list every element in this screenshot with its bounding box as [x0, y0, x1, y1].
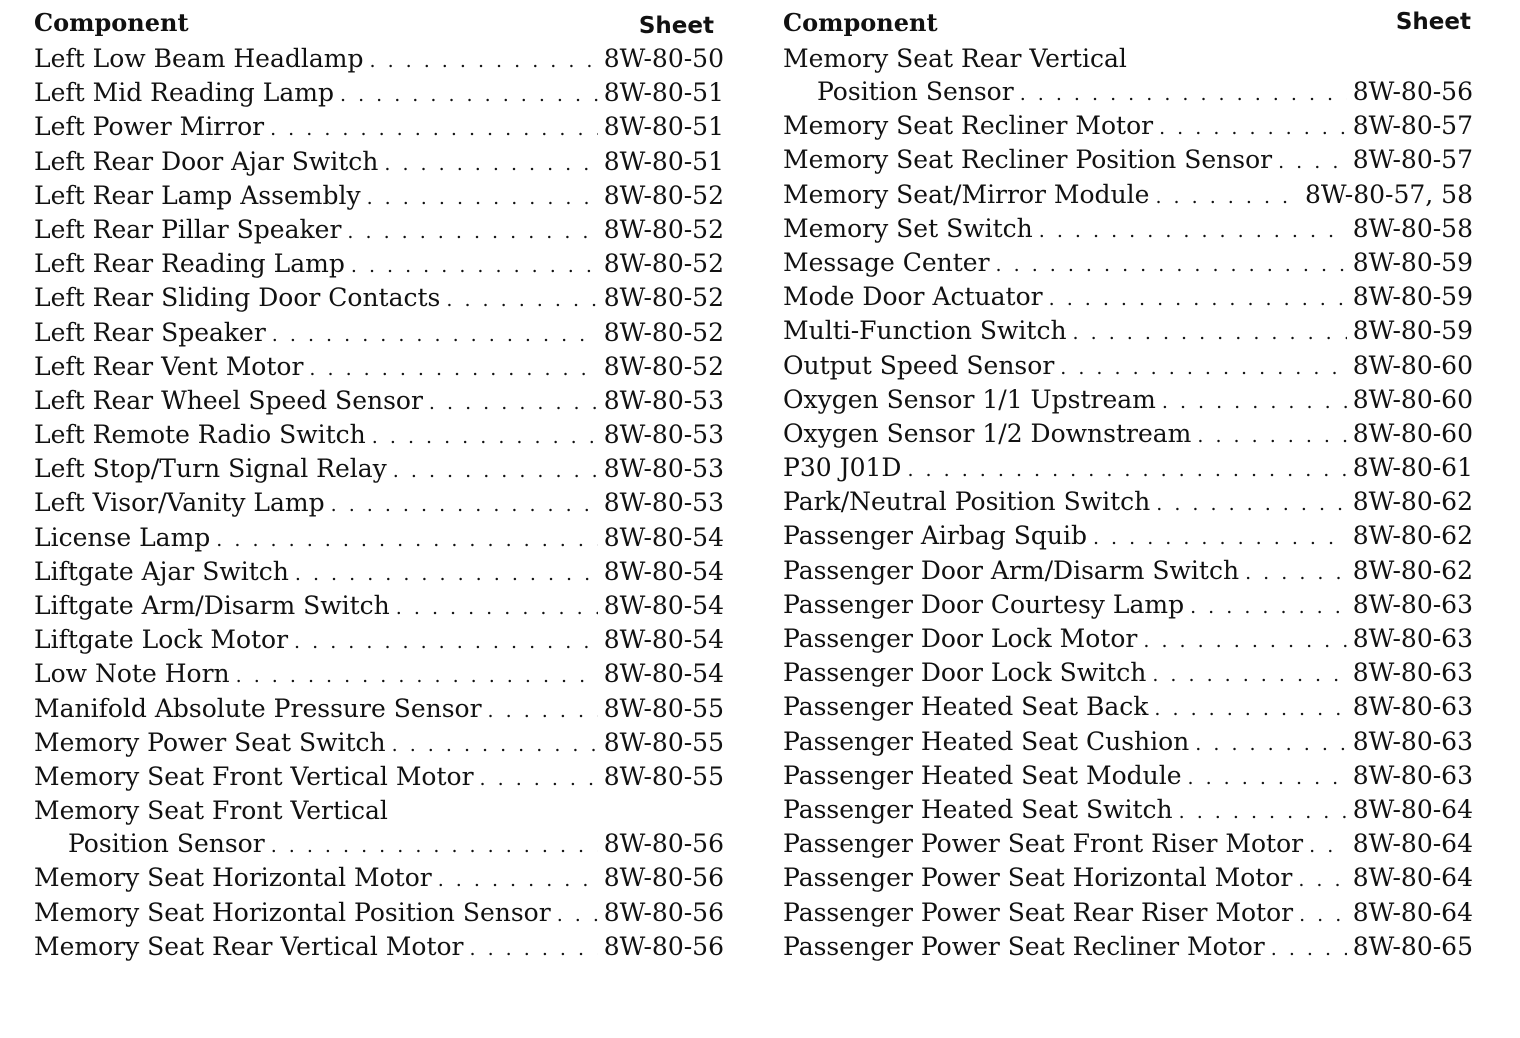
entry-sheet: 8W-80-64 — [1352, 897, 1473, 927]
entry-name: P30 J01D — [783, 453, 902, 483]
index-entry-continuation — [783, 75, 1473, 109]
dot-leader — [1162, 385, 1347, 417]
dot-leader — [480, 762, 598, 794]
dot-leader — [331, 488, 598, 520]
sheet-heading: Sheet — [1395, 9, 1471, 35]
index-entry — [783, 690, 1473, 724]
dot-leader — [372, 420, 598, 452]
entry-sheet: 8W-80-52 — [603, 214, 724, 244]
entry-name: Memory Seat Rear Vertical — [783, 44, 1127, 73]
index-entry — [34, 384, 724, 418]
index-entry — [34, 589, 724, 623]
index-entry — [783, 622, 1473, 656]
index-entry — [34, 896, 724, 930]
entry-name: Passenger Door Courtesy Lamp — [783, 589, 1185, 619]
entry-name: Passenger Door Lock Switch — [783, 658, 1147, 688]
right-index-column — [783, 6, 1473, 964]
sheet-heading: Sheet — [638, 13, 714, 39]
dot-leader — [557, 898, 598, 930]
entry-sheet: 8W-80-52 — [603, 283, 724, 313]
entry-sheet: 8W-80-54 — [603, 556, 724, 586]
entry-sheet: 8W-80-62 — [1352, 521, 1473, 551]
entry-name: Memory Seat Recliner Motor — [783, 111, 1154, 141]
entry-name: Left Rear Reading Lamp — [34, 249, 345, 279]
index-entry — [783, 246, 1473, 280]
index-entry — [783, 212, 1473, 246]
dot-leader — [996, 248, 1347, 280]
entry-sheet: 8W-80-54 — [603, 659, 724, 689]
entry-name: Manifold Absolute Pressure Sensor — [34, 693, 482, 723]
index-entry — [783, 656, 1473, 690]
entry-name: Memory Seat Horizontal Position Sensor — [34, 897, 551, 927]
entry-name: Passenger Power Seat Horizontal Motor — [783, 863, 1293, 893]
entry-sheet: 8W-80-64 — [1352, 829, 1473, 859]
index-entry — [34, 692, 724, 726]
entry-sheet: 8W-80-56 — [603, 897, 724, 927]
dot-leader — [1299, 898, 1347, 930]
entry-name: Left Low Beam Headlamp — [34, 44, 364, 73]
dot-leader — [1073, 316, 1347, 348]
entry-sheet: 8W-80-54 — [603, 591, 724, 620]
entry-sheet: 8W-80-54 — [603, 522, 724, 552]
entry-name: Memory Seat Recliner Position Sensor — [783, 145, 1273, 175]
index-entry — [34, 930, 724, 964]
index-entry — [34, 657, 724, 691]
dot-leader — [271, 829, 598, 861]
index-entry — [783, 827, 1473, 861]
entry-name: Left Rear Vent Motor — [34, 351, 304, 381]
entry-sheet: 8W-80-59 — [1352, 247, 1473, 277]
entry-sheet: 8W-80-63 — [1352, 658, 1473, 688]
entry-name-continuation: Position Sensor — [817, 77, 1014, 106]
dot-leader — [347, 215, 597, 247]
entry-sheet: 8W-80-63 — [1352, 624, 1473, 653]
index-entry — [783, 314, 1473, 348]
index-entry — [783, 861, 1473, 895]
entry-sheet: 8W-80-53 — [603, 488, 724, 518]
dot-leader — [1143, 624, 1346, 656]
index-entry — [783, 519, 1473, 553]
entry-sheet: 8W-80-63 — [1352, 726, 1473, 756]
dot-leader — [1188, 761, 1347, 793]
entry-sheet: 8W-80-52 — [603, 351, 724, 381]
index-entry — [783, 485, 1473, 519]
entry-sheet: 8W-80-63 — [1352, 692, 1473, 722]
entry-sheet: 8W-80-50 — [603, 44, 724, 73]
entry-name: Memory Seat Front Vertical — [34, 796, 388, 826]
index-entry — [34, 794, 724, 827]
index-entry — [783, 349, 1473, 383]
entry-name: Passenger Power Seat Rear Riser Motor — [783, 897, 1294, 927]
dot-leader — [369, 44, 597, 76]
index-entry — [34, 486, 724, 520]
entry-sheet: 8W-80-54 — [603, 625, 724, 655]
entry-sheet: 8W-80-56 — [603, 863, 724, 893]
entry-sheet: 8W-80-55 — [603, 761, 724, 791]
dot-leader — [1195, 727, 1346, 759]
index-entry — [783, 178, 1473, 212]
entry-name: Left Rear Sliding Door Contacts — [34, 283, 441, 313]
index-entry — [34, 281, 724, 315]
index-entry — [783, 280, 1473, 314]
entry-name: Left Stop/Turn Signal Relay — [34, 454, 387, 484]
entry-sheet: 8W-80-63 — [1352, 589, 1473, 619]
entry-name: Passenger Heated Seat Back — [783, 692, 1149, 722]
entry-name: Memory Seat Rear Vertical Motor — [34, 931, 464, 961]
entry-name: Left Power Mirror — [34, 112, 265, 142]
dot-leader — [1179, 795, 1347, 827]
entry-name: Left Visor/Vanity Lamp — [34, 488, 325, 518]
dot-leader — [216, 523, 597, 555]
entry-sheet: 8W-80-51 — [603, 78, 724, 108]
entry-name: Message Center — [783, 247, 990, 277]
index-entry — [34, 213, 724, 247]
index-entry — [34, 521, 724, 555]
dot-leader — [1020, 77, 1347, 109]
entry-sheet: 8W-80-53 — [603, 385, 724, 415]
index-entry — [34, 76, 724, 110]
entry-name: Left Mid Reading Lamp — [34, 78, 334, 108]
dot-leader — [1190, 590, 1347, 622]
dot-leader — [309, 352, 597, 384]
index-entry — [34, 452, 724, 486]
entry-name: Passenger Door Lock Motor — [783, 624, 1138, 653]
dot-leader — [393, 454, 598, 486]
entry-name: Passenger Power Seat Recliner Motor — [783, 931, 1265, 961]
dot-leader — [1152, 658, 1346, 690]
entry-sheet: 8W-80-51 — [603, 112, 724, 142]
entry-sheet: 8W-80-56 — [603, 829, 724, 859]
dot-leader — [1039, 214, 1347, 246]
entry-sheet: 8W-80-51 — [603, 146, 724, 176]
left-entry-list — [34, 42, 724, 964]
index-entry — [783, 417, 1473, 451]
entry-name: Left Rear Lamp Assembly — [34, 180, 361, 210]
entry-name: Memory Seat/Mirror Module — [783, 179, 1150, 209]
index-entry — [34, 418, 724, 452]
entry-sheet: 8W-80-52 — [603, 317, 724, 347]
dot-leader — [340, 78, 598, 110]
entry-name: Park/Neutral Position Switch — [783, 487, 1151, 517]
left-index-column — [34, 6, 724, 964]
entry-sheet: 8W-80-64 — [1352, 794, 1473, 824]
index-entry — [783, 109, 1473, 143]
dot-leader — [1060, 351, 1346, 383]
index-entry — [34, 247, 724, 281]
dot-leader — [1309, 829, 1347, 861]
dot-leader — [1155, 180, 1299, 212]
entry-sheet: 8W-80-57 — [1352, 145, 1473, 175]
index-entry — [783, 143, 1473, 177]
entry-sheet: 8W-80-60 — [1352, 350, 1473, 380]
index-entry — [34, 110, 724, 144]
entry-name: Passenger Heated Seat Module — [783, 760, 1182, 790]
entry-name: Oxygen Sensor 1/2 Downstream — [783, 418, 1192, 448]
dot-leader — [1154, 692, 1346, 724]
dot-leader — [294, 625, 598, 657]
entry-sheet: 8W-80-61 — [1352, 453, 1473, 483]
dot-leader — [236, 659, 598, 691]
dot-leader — [1156, 487, 1346, 519]
entry-sheet: 8W-80-63 — [1352, 760, 1473, 790]
entry-name: Passenger Heated Seat Cushion — [783, 726, 1190, 756]
dot-leader — [1271, 932, 1347, 964]
entry-name-continuation: Position Sensor — [68, 829, 265, 859]
index-entry — [34, 179, 724, 213]
entry-name: Left Rear Wheel Speed Sensor — [34, 385, 423, 415]
dot-leader — [272, 318, 598, 350]
index-entry-continuation — [34, 827, 724, 861]
entry-name: Oxygen Sensor 1/1 Upstream — [783, 384, 1156, 414]
entry-sheet: 8W-80-53 — [603, 454, 724, 484]
entry-sheet: 8W-80-55 — [603, 727, 724, 757]
index-entry — [34, 623, 724, 657]
dot-leader — [438, 863, 598, 895]
index-entry — [34, 145, 724, 179]
entry-name: Passenger Airbag Squib — [783, 521, 1087, 551]
entry-sheet: 8W-80-56 — [1352, 77, 1473, 106]
index-entry — [783, 759, 1473, 793]
right-entry-list — [783, 42, 1473, 964]
entry-name: Memory Power Seat Switch — [34, 727, 386, 757]
dot-leader — [429, 386, 598, 418]
entry-name: Memory Set Switch — [783, 213, 1033, 243]
dot-leader — [367, 181, 598, 213]
entry-name: Left Remote Radio Switch — [34, 420, 366, 450]
entry-name: Mode Door Actuator — [783, 282, 1043, 312]
entry-name: Left Rear Pillar Speaker — [34, 214, 342, 244]
entry-sheet: 8W-80-65 — [1352, 931, 1473, 961]
index-entry — [34, 726, 724, 760]
dot-leader — [396, 591, 598, 623]
entry-name: Low Note Horn — [34, 659, 230, 689]
index-entry — [34, 316, 724, 350]
entry-name: Left Rear Speaker — [34, 317, 266, 347]
entry-sheet: 8W-80-57 — [1352, 111, 1473, 141]
entry-sheet: 8W-80-64 — [1352, 863, 1473, 893]
entry-sheet: 8W-80-56 — [603, 931, 724, 961]
entry-name: Memory Seat Horizontal Motor — [34, 863, 432, 893]
entry-sheet: 8W-80-57, 58 — [1304, 179, 1473, 209]
dot-leader — [470, 932, 598, 964]
entry-sheet: 8W-80-62 — [1352, 487, 1473, 517]
entry-name: Liftgate Lock Motor — [34, 625, 289, 655]
entry-sheet: 8W-80-52 — [603, 180, 724, 210]
entry-sheet: 8W-80-52 — [603, 249, 724, 279]
index-entry — [34, 350, 724, 384]
index-entry — [783, 896, 1473, 930]
entry-sheet: 8W-80-59 — [1352, 282, 1473, 312]
dot-leader — [446, 283, 597, 315]
entry-name: Output Speed Sensor — [783, 350, 1055, 380]
entry-sheet: 8W-80-58 — [1352, 213, 1473, 243]
dot-leader — [1049, 282, 1347, 314]
entry-sheet: 8W-80-59 — [1352, 316, 1473, 346]
index-entry — [34, 760, 724, 794]
left-column-header — [34, 6, 724, 42]
entry-name: Passenger Power Seat Front Riser Motor — [783, 829, 1304, 859]
entry-name: Passenger Heated Seat Switch — [783, 794, 1173, 824]
index-entry — [783, 383, 1473, 417]
dot-leader — [392, 728, 598, 760]
index-entry — [783, 554, 1473, 588]
entry-sheet: 8W-80-53 — [603, 420, 724, 450]
dot-leader — [1245, 556, 1347, 588]
entry-name: License Lamp — [34, 522, 211, 552]
entry-name: Liftgate Ajar Switch — [34, 556, 289, 586]
index-entry — [783, 588, 1473, 622]
component-heading: Component — [34, 8, 189, 37]
entry-sheet: 8W-80-55 — [603, 693, 724, 723]
entry-name: Left Rear Door Ajar Switch — [34, 146, 379, 176]
entry-name: Multi-Function Switch — [783, 316, 1067, 346]
right-column-header — [783, 6, 1473, 42]
dot-leader — [295, 557, 598, 589]
index-entry — [783, 725, 1473, 759]
entry-name: Memory Seat Front Vertical Motor — [34, 761, 474, 791]
entry-sheet: 8W-80-60 — [1352, 384, 1473, 414]
dot-leader — [270, 112, 598, 144]
entry-name: Passenger Door Arm/Disarm Switch — [783, 555, 1240, 585]
index-entry — [34, 555, 724, 589]
dot-leader — [384, 147, 597, 179]
dot-leader — [1093, 521, 1347, 553]
entry-name: Liftgate Arm/Disarm Switch — [34, 591, 390, 620]
index-entry — [34, 861, 724, 895]
index-entry — [783, 42, 1473, 75]
entry-sheet: 8W-80-62 — [1352, 555, 1473, 585]
index-entry — [34, 42, 724, 76]
dot-leader — [1278, 145, 1347, 177]
dot-leader — [488, 694, 598, 726]
index-entry — [783, 793, 1473, 827]
index-entry — [783, 930, 1473, 964]
dot-leader — [1298, 863, 1346, 895]
dot-leader — [351, 249, 598, 281]
dot-leader — [1159, 111, 1347, 143]
entry-sheet: 8W-80-60 — [1352, 418, 1473, 448]
component-heading: Component — [783, 8, 938, 37]
index-entry — [783, 451, 1473, 485]
dot-leader — [907, 453, 1346, 485]
dot-leader — [1197, 419, 1346, 451]
